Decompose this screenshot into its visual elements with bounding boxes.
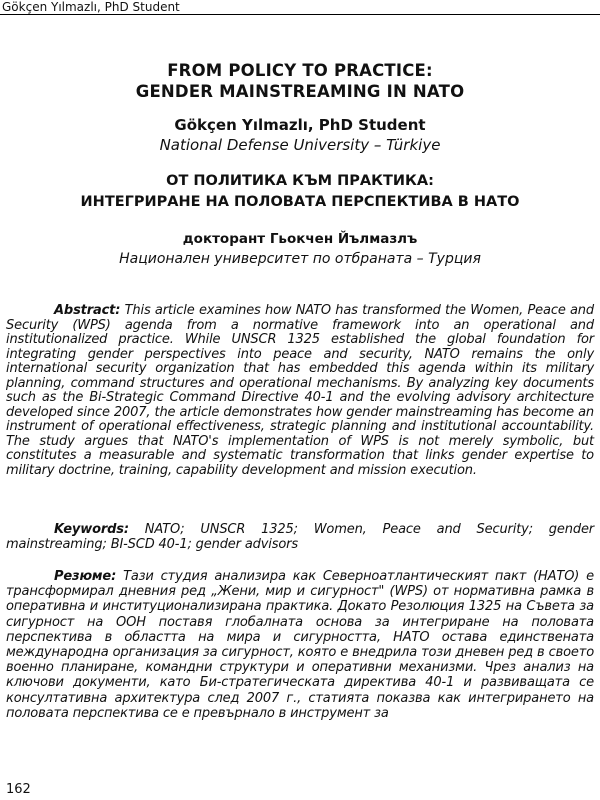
title-bg-line2: ИНТЕГРИРАНЕ НА ПОЛОВАТА ПЕРСПЕКТИВА В НАТО (80, 194, 520, 210)
title-bg-line1: ОТ ПОЛИТИКА КЪМ ПРАКТИКА: (166, 173, 434, 189)
rezyume-label: Резюме: (54, 569, 117, 584)
keywords-paragraph (6, 523, 594, 552)
rezyume-paragraph (6, 569, 594, 721)
abstract-label: Abstract: (54, 303, 121, 318)
abstract-paragraph (6, 304, 594, 478)
title-en-line2: GENDER MAINSTREAMING IN NATO (135, 82, 465, 101)
author-en: Gökçen Yılmazlı, PhD Student (174, 116, 426, 134)
affiliation-bg: Национален университет по отбраната – Турция (119, 251, 481, 267)
title-block (0, 60, 600, 268)
rezyume-text: Тази студия анализира как Северноатлантическият пакт (НАТО) е трансформирал дневния ред „Жени, мир и сигурност" (WPS) от нормативна рамка в оперативна и институционализирана практика. Докато Резолюция 1325 на Съвета за сигурност на ООН поставя глобалната основа за интегриране на половата перспектива в областта на мира и сигурността, НАТО остава единствената международна организация за сигурност, която е внедрила този дневен ред в своето военно планиране, командни структури и оперативни механизми. Чрез анализ на ключови документи, като Би-стратегическата директива 40-1 и развиващата се консултативна архитектура след 2007 г., статията показва как интегрирането на половата перспектива се е превърнало в инструмент за (6, 569, 594, 721)
page-number: 162 (6, 782, 31, 797)
keywords-text: NATO; UNSCR 1325; Women, Peace and Security; gender mainstreaming; BI-SCD 40-1; gender advisors (6, 522, 594, 552)
abstract-text: This article examines how NATO has transformed the Women, Peace and Security (WPS) agenda from a normative framework into an operational and institutionalized practice. While UNSCR 1325 established the global foundation for integrating gender perspectives into peace and security, NATO remains the only international security organization that has embedded this agenda within its military planning, command structures and operational mechanisms. By analyzing key documents such as the Bi-Strategic Command Directive 40-1 and the evolving advisory architecture developed since 2007, the article demonstrates how gender mainstreaming has become an instrument of operational effectiveness, strategic planning and institutional accountability. The study argues that NATO's implementation of WPS is not merely symbolic, but constitutes a measurable and systematic transformation that links gender expertise to military doctrine, training, capability development and mission execution. (6, 303, 594, 478)
keywords-label: Keywords: (54, 522, 129, 537)
title-en-line1: FROM POLICY TO PRACTICE: (167, 61, 433, 80)
running-head: Gökçen Yılmazlı, PhD Student (0, 0, 600, 15)
author-bg: докторант Гьокчен Йълмазлъ (182, 231, 418, 247)
affiliation-en: National Defense University – Türkiye (159, 136, 441, 154)
